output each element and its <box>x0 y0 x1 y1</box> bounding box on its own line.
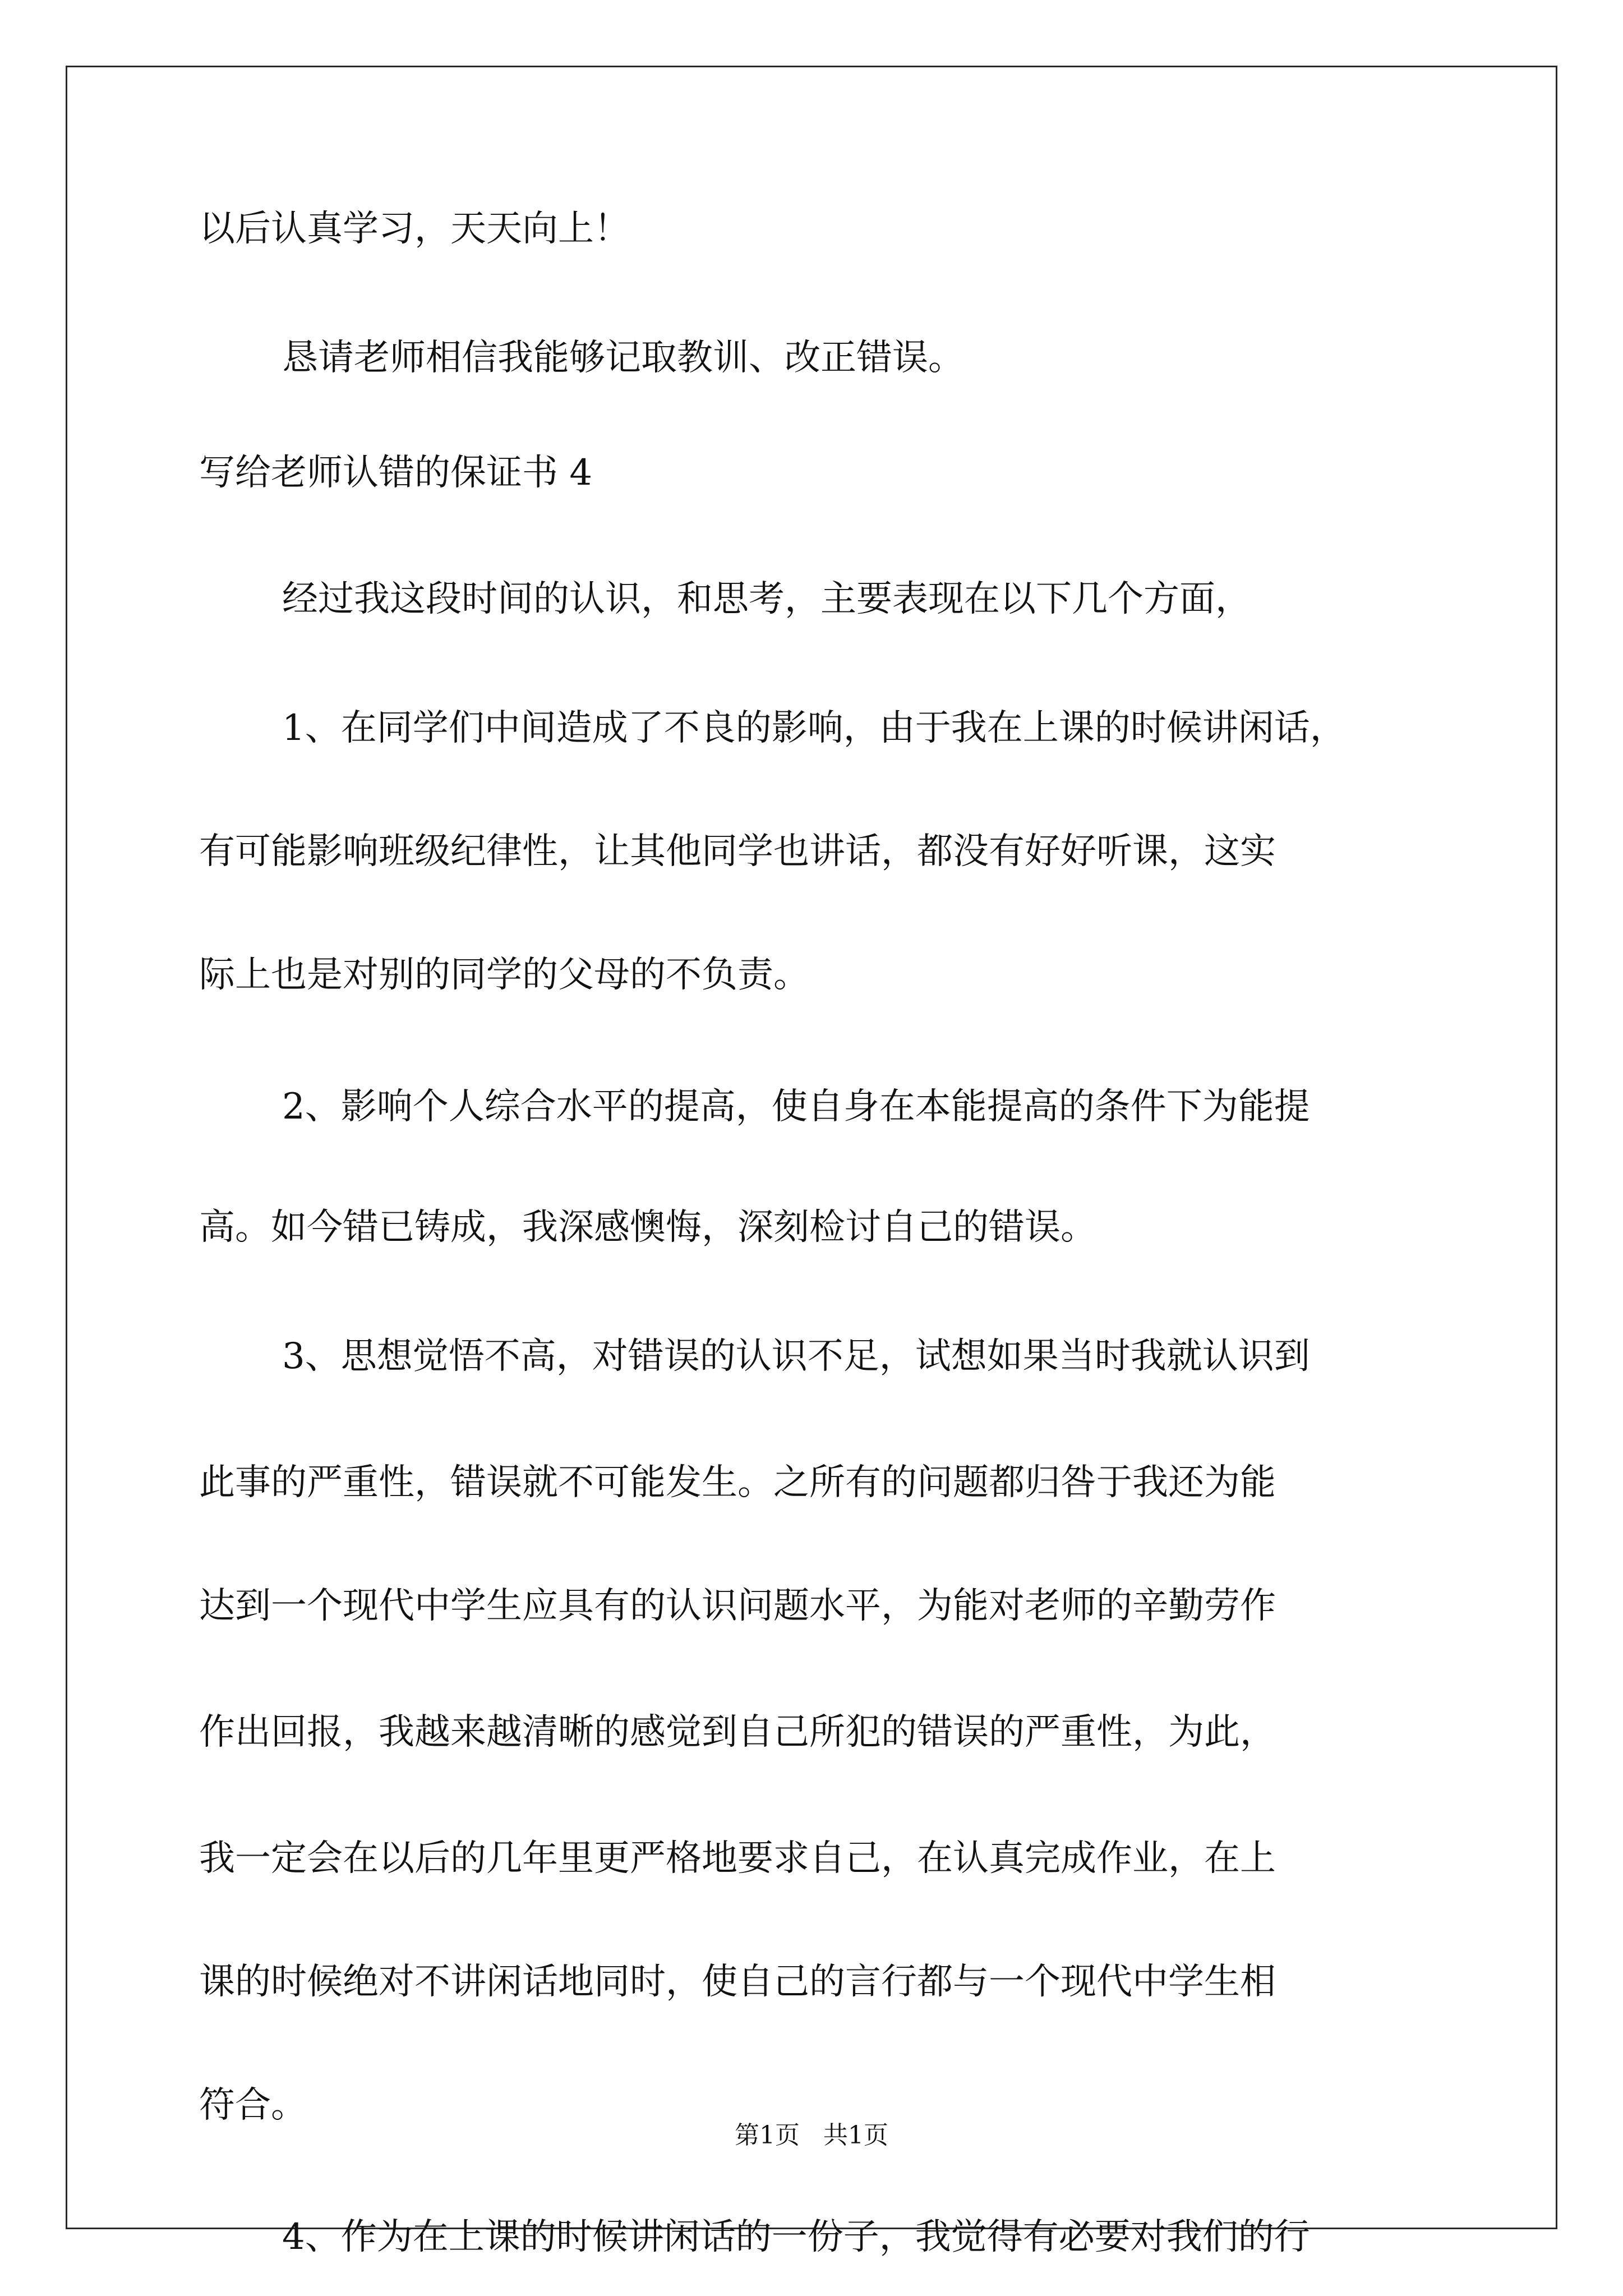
text-line: 4、作为在上课的时候讲闲话的一份子，我觉得有必要对我们的行 <box>282 2216 1310 2258</box>
text-line: 符合。 <box>199 2085 307 2126</box>
text-line: 际上也是对别的同学的父母的不负责。 <box>199 954 809 996</box>
page-footer: 第1页 共1页 <box>735 2121 888 2150</box>
text-line: 达到一个现代中学生应具有的认识问题水平，为能对老师的辛勤劳作 <box>199 1585 1276 1627</box>
text-line: 课的时候绝对不讲闲话地同时，使自己的言行都与一个现代中学生相 <box>199 1961 1276 2003</box>
text-line: 高。如今错已铸成，我深感懊悔，深刻检讨自己的错误。 <box>199 1207 1096 1248</box>
text-line: 2、影响个人综合水平的提高，使自身在本能提高的条件下为能提 <box>282 1086 1310 1128</box>
text-line: 恳请老师相信我能够记取教训、改正错误。 <box>282 337 964 379</box>
text-line: 以后认真学习，天天向上！ <box>199 208 630 250</box>
text-line: 作出回报，我越来越清晰的感觉到自己所犯的错误的严重性，为此， <box>199 1711 1276 1753</box>
text-line: 经过我这段时间的认识，和思考，主要表现在以下几个方面， <box>282 578 1251 620</box>
text-line: 此事的严重性，错误就不可能发生。之所有的问题都归咎于我还为能 <box>199 1462 1276 1503</box>
text-line: 我一定会在以后的几年里更严格地要求自己，在认真完成作业，在上 <box>199 1838 1276 1879</box>
section-heading: 写给老师认错的保证书 4 <box>199 452 593 494</box>
page-border <box>66 66 1557 2229</box>
text-line: 1、在同学们中间造成了不良的影响，由于我在上课的时候讲闲话， <box>282 707 1346 749</box>
text-line: 3、思想觉悟不高，对错误的认识不足，试想如果当时我就认识到 <box>282 1336 1310 1377</box>
text-line: 有可能影响班级纪律性，让其他同学也讲话，都没有好好听课，这实 <box>199 831 1276 872</box>
